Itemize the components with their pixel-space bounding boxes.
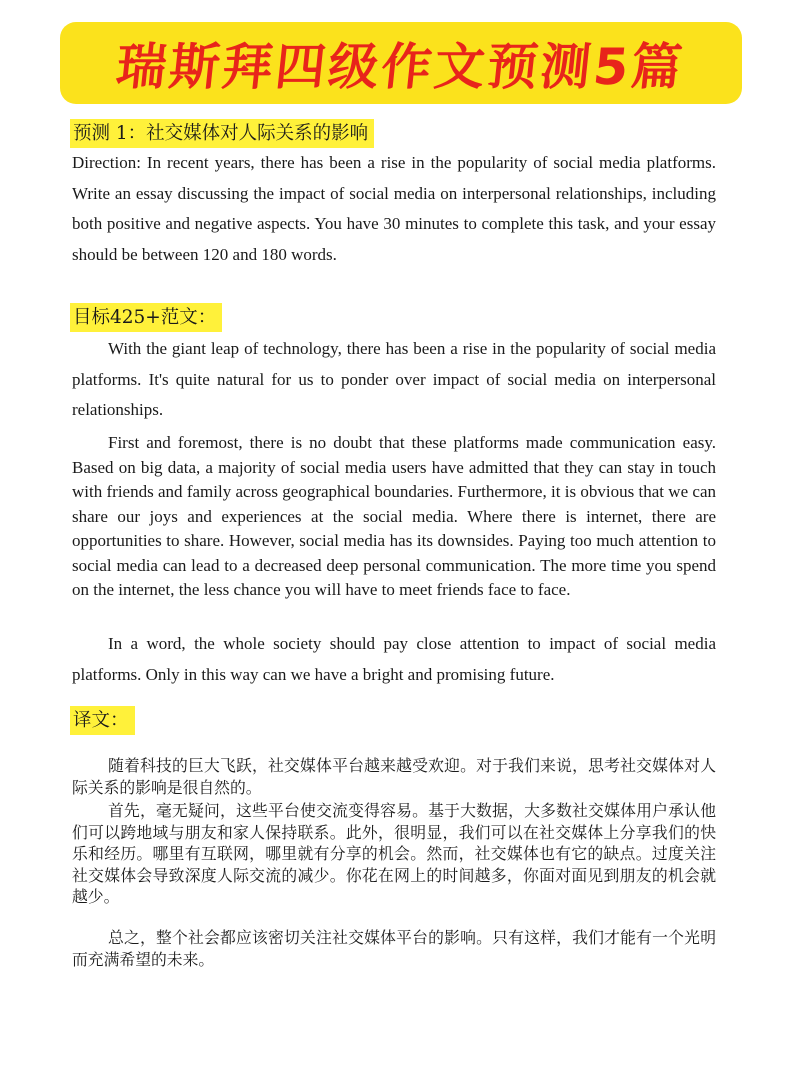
sample-paragraph-1: With the giant leap of technology, there has been a rise in the popularity of social media platforms. It's quite natural for us to ponder over impact of social media on interpersonal relationships. [72, 339, 716, 420]
translation-paragraph-3: 总之，整个社会都应该密切关注社交媒体平台的影响。只有这样，我们才能有一个光明而充满希望的未来。 [72, 928, 716, 969]
direction-text: Direction: In recent years, there has been a rise in the popularity of social media platforms. Write an essay discussing the impact of social media on interpersonal relationships, including both positive and negative aspects. You have 30 minutes to complete this task, and your essay should be between 120 and 180 words. [72, 153, 716, 265]
title-banner [60, 22, 742, 104]
sample-paragraph-2: First and foremost, there is no doubt that these platforms made communication easy. Based on big data, a majority of social media users have admitted that they can stay in touch with friends and family across geographical boundaries. Furthermore, it is obvious that we can share our joys and experiences at the social media. Where there is internet, there are opportunities to share. However, social media has its downsides. Paying too much attention to social media can lead to a decreased deep personal communication. The more time you spend on the internet, the less chance you will have to meet friends face to face. [72, 433, 716, 599]
prediction-heading: 预测 1：社交媒体对人际关系的影响 [70, 119, 374, 148]
translation-paragraph-1: 随着科技的巨大飞跃，社交媒体平台越来越受欢迎。对于我们来说，思考社交媒体对人际关系的影响是很自然的。 [72, 756, 716, 797]
page-title: 瑞斯拜四级作文预测5篇 [113, 38, 688, 96]
translation-heading: 译文： [70, 706, 135, 735]
translation-paragraph-2: 首先，毫无疑问，这些平台使交流变得容易。基于大数据，大多数社交媒体用户承认他们可以跨地域与朋友和家人保持联系。此外，很明显，我们可以在社交媒体上分享我们的快乐和经历。哪里有互联网，哪里就有分享的机会。然而，社交媒体也有它的缺点。过度关注社交媒体会导致深度人际交流的减少。你花在网上的时间越多，你面对面见到朋友的机会就越少。 [72, 801, 716, 906]
sample-heading: 目标425+范文： [70, 303, 222, 332]
sample-paragraph-3: In a word, the whole society should pay close attention to impact of social media platforms. Only in this way can we have a bright and promising future. [72, 634, 716, 684]
